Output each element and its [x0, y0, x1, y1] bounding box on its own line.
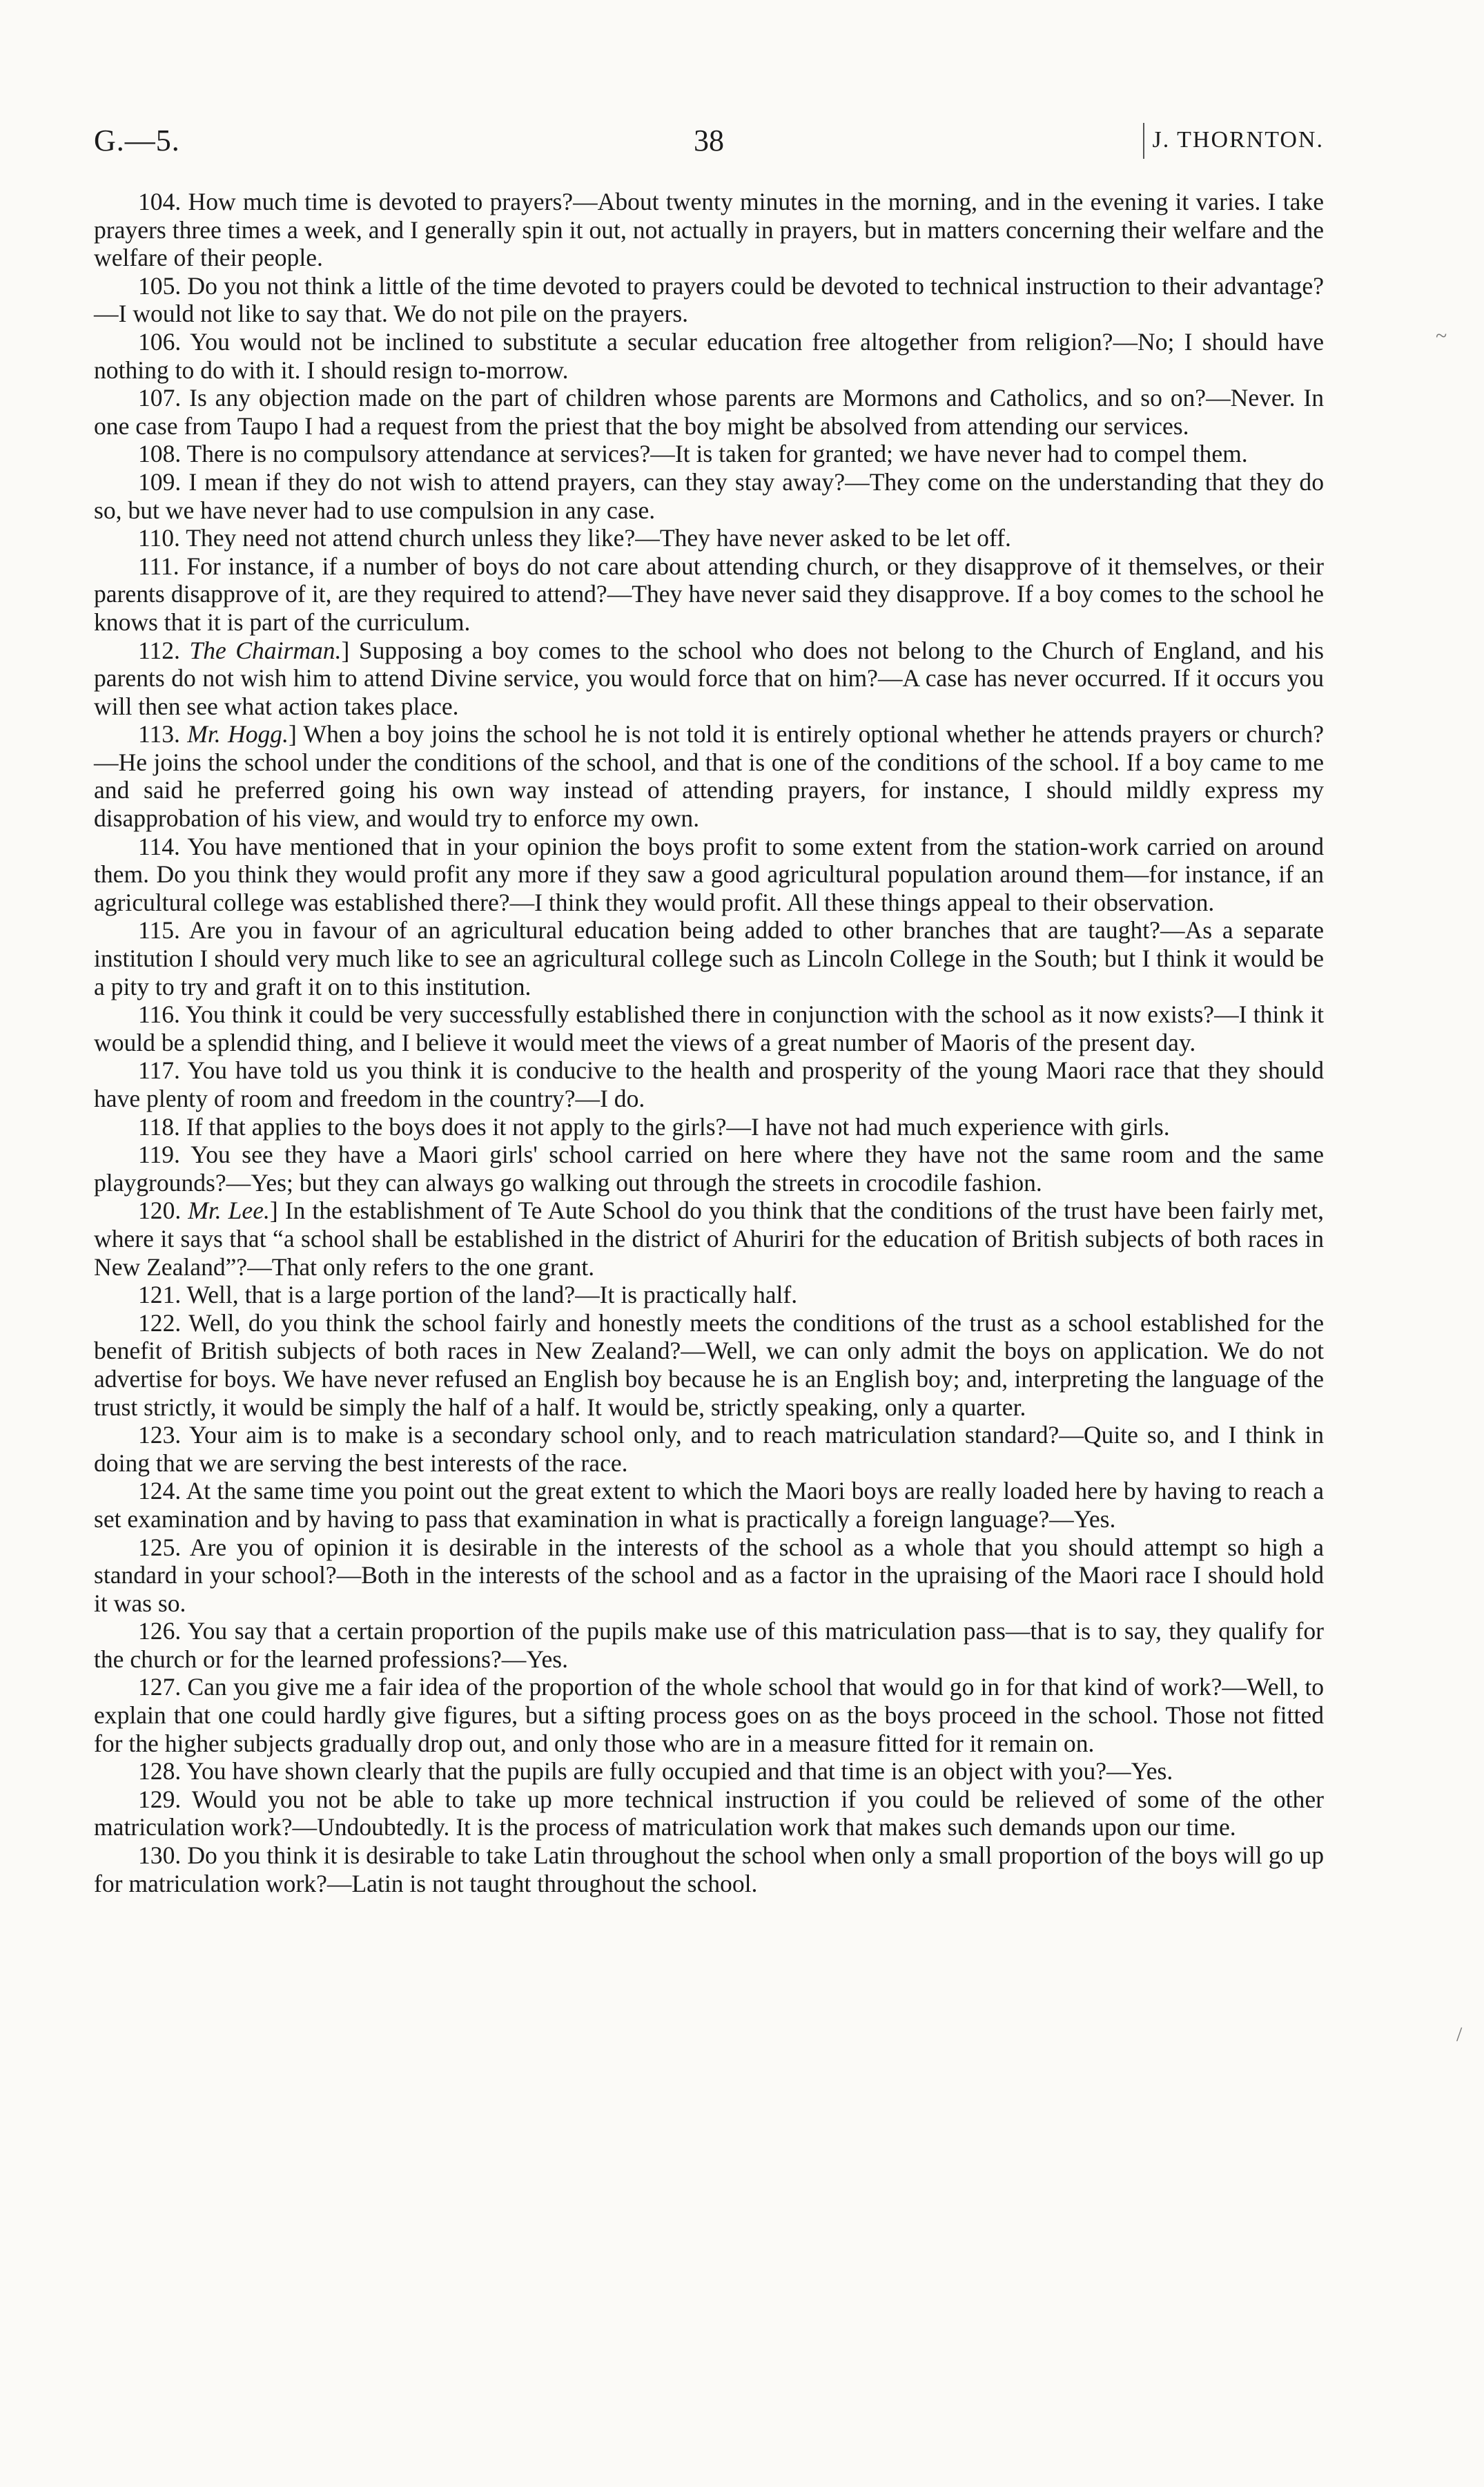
- question-122: 122. Well, do you think the school fairly and honestly meets the conditions of the trust as a school established for the benefit of British subjects of both races in New Zealand?—Well, we can only admit the boys on application. We do not advertise for boys. We have never refused an English boy because he is an English boy; and, interpreting the language of the trust strictly, it would be simply the half of a half. It would be, strictly speaking, only a quarter.: [94, 1308, 1324, 1421]
- page-number: 38: [694, 124, 724, 157]
- question-text: ] In the establishment of Te Aute School do you think that the conditions of the trust have been fairly met, where it says that “a school shall be established in the district of Ahuriri for the education of British subjects of both races in New Zealand”?—That only refers to the one grant.: [94, 1197, 1324, 1281]
- question-text: ] When a boy joins the school he is not told it is entirely optional whether he attends prayers or church?—He joins the school under the conditions of the school, and that is one of the conditions of the school. If a boy came to me and said he preferred going his own way instead of attending prayers, for instance, I should mildly express my disapprobation of his view, and would try to enforce my own.: [94, 720, 1324, 833]
- question-113: [94, 720, 1324, 832]
- question-number: 112.: [138, 636, 190, 664]
- question-124: 124. At the same time you point out the great extent to which the Maori boys are really loaded here by having to reach a set examination and by having to pass that examination in what is practically a foreign language?—Yes.: [94, 1477, 1324, 1533]
- question-number: 113.: [138, 720, 188, 748]
- question-118: 118. If that applies to the boys does it not apply to the girls?—I have not had much experience with girls.: [138, 1112, 1170, 1141]
- speaker: Mr. Lee.: [188, 1197, 270, 1225]
- question-114: 114. You have mentioned that in your opinion the boys profit to some extent from the station-work carried on around them. Do you think they would profit any more if they saw a good agricultural population around them—for instance, if an agricultural college was established there?—I think they would profit. All these things appeal to their observation.: [94, 832, 1324, 916]
- question-107: 107. Is any objection made on the part of children whose parents are Mormons and Catholics, and so on?—Never. In one case from Taupo I had a request from the priest that the boy might be absolved from attending our services.: [94, 384, 1324, 440]
- witness-name: J. THORNTON.: [1152, 127, 1324, 153]
- question-106: 106. You would not be inclined to substitute a secular education free altogether from religion?—No; I should have nothing to do with it. I should resign to-morrow.: [94, 327, 1324, 384]
- question-112: [94, 637, 1324, 721]
- question-108: 108. There is no compulsory attendance at services?—It is taken for granted; we have never had to compel them.: [138, 440, 1248, 468]
- question-126: 126. You say that a certain proportion of the pupils make use of this matriculation pass—that is to say, they qualify for the church or for the learned professions?—Yes.: [94, 1617, 1324, 1673]
- question-128: 128. You have shown clearly that the pupils are fully occupied and that time is an object with you?—Yes.: [138, 1757, 1173, 1786]
- question-119: 119. You see they have a Maori girls' school carried on here where they have not the same room and the same playgrounds?—Yes; but they can always go walking out through the streets in crocodile fashion.: [94, 1141, 1324, 1197]
- question-121: 121. Well, that is a large portion of the land?—It is practically half.: [138, 1281, 798, 1309]
- question-105: 105. Do you not think a little of the time devoted to prayers could be devoted to technical instruction to their advantage?—I would not like to say that. We do not pile on the prayers.: [94, 271, 1324, 328]
- speaker: Mr. Hogg.: [187, 720, 289, 748]
- question-125: 125. Are you of opinion it is desirable in the interests of the school as a whole that you should attempt so high a standard in your school?—Both in the interests of the school and as a factor in the upraising of the Maori race I should hold it was so.: [94, 1533, 1324, 1617]
- question-109: 109. I mean if they do not wish to attend prayers, can they stay away?—They come on the understanding that they do so, but we have never had to use compulsion in any case.: [94, 467, 1324, 524]
- question-text: ] Supposing a boy comes to the school who does not belong to the Church of England, and his parents do not wish him to attend Divine service, you would force that on him?—A case has never occurred. If it occurs you will then see what action takes place.: [94, 636, 1325, 720]
- question-104: 104. How much time is devoted to prayers?—About twenty minutes in the morning, and in the evening it varies. I take prayers three times a week, and I generally spin it out, not actually in prayers, but in matters concerning their welfare and the welfare of their people.: [94, 188, 1324, 272]
- margin-mark: ~: [1436, 325, 1447, 347]
- margin-mark: /: [1456, 2023, 1463, 2046]
- question-111: 111. For instance, if a number of boys do not care about attending church, or they disapprove of it themselves, or their parents disapprove of it, are they required to attend?—They have never said they disapprove. If a boy comes to the school he knows that it is part of the curriculum.: [94, 552, 1324, 636]
- question-129: 129. Would you not be able to take up more technical instruction if you could be relieved of some of the other matriculation work?—Undoubtedly. It is the process of matriculation work that makes such demands upon our time.: [94, 1785, 1324, 1841]
- question-127: 127. Can you give me a fair idea of the proportion of the whole school that would go in for that kind of work?—Well, to explain that one could hardly give figures, but a sifting process goes on as the boys proceed in the school. Those not fitted for the higher subjects gradually drop out, and only those who are in a measure fitted for it remain on.: [94, 1673, 1324, 1757]
- evidence-body: [94, 188, 1324, 1897]
- question-116: 116. You think it could be very successfully established there in conjunction with the school as it now exists?—I think it would be a splendid thing, and I believe it would meet the views of a great number of Maoris of the present day.: [94, 1000, 1324, 1056]
- question-123: 123. Your aim is to make is a secondary school only, and to reach matriculation standard?—Quite so, and I think in doing that we are serving the best interests of the race.: [94, 1421, 1324, 1477]
- question-number: 120.: [138, 1197, 188, 1225]
- page-header: [94, 123, 1324, 164]
- question-115: 115. Are you in favour of an agricultural education being added to other branches that are taught?—As a separate institution I should very much like to see an agricultural college such as Lincoln College in the South; but I think it would be a pity to try and graft it on to this institution.: [94, 916, 1324, 1000]
- question-120: [94, 1197, 1324, 1281]
- report-code: G.—5.: [94, 124, 180, 157]
- question-110: 110. They need not attend church unless they like?—They have never asked to be let off.: [138, 524, 1011, 552]
- speaker: The Chairman.: [189, 636, 342, 664]
- question-117: 117. You have told us you think it is conducive to the health and prosperity of the young Maori race that they should have plenty of room and freedom in the country?—I do.: [94, 1056, 1324, 1112]
- question-130: 130. Do you think it is desirable to take Latin throughout the school when only a small proportion of the boys will go up for matriculation work?—Latin is not taught throughout the school.: [94, 1841, 1324, 1897]
